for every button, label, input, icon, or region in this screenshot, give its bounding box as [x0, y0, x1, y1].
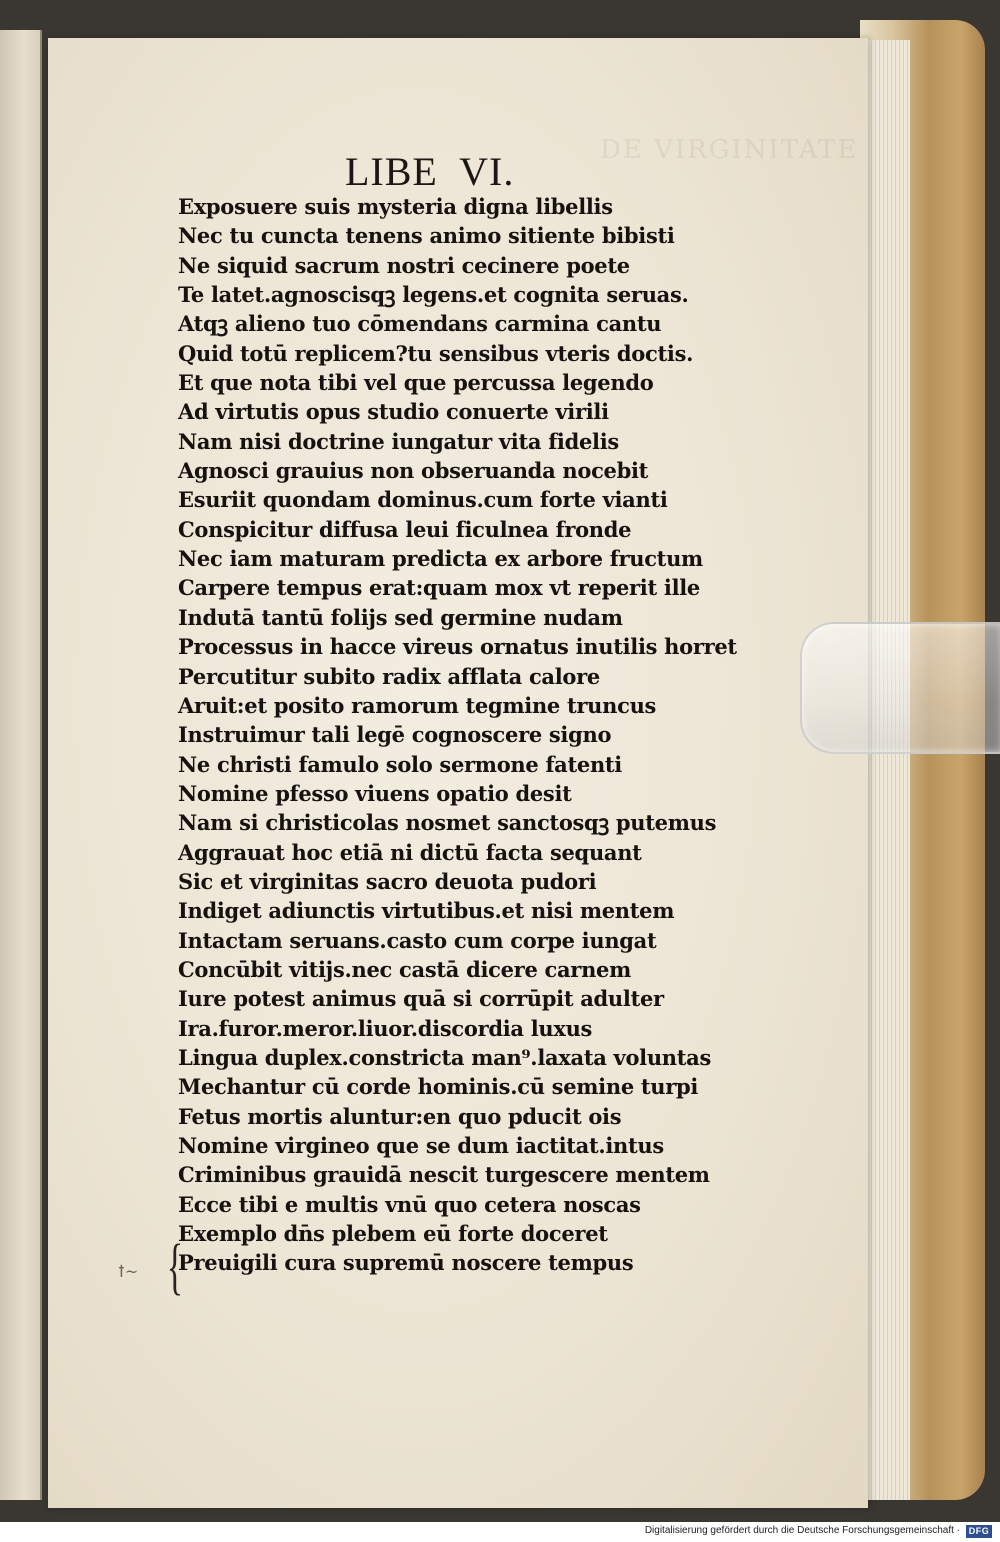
verse-line: Te latet.agnoscisqꝫ legens.et cognita seruas. [178, 282, 689, 308]
verse-line: Exemplo dn̄s plebem eū forte doceret [178, 1221, 608, 1247]
margin-handwritten-note: ꝉ~ [118, 1262, 139, 1281]
verse-line: Instruimur tali legē cognoscere signo [178, 722, 612, 748]
verse-line: Lingua duplex.constricta man⁹.laxata voluntas [178, 1044, 712, 1070]
verse-line: Ad virtutis opus studio conuerte virili [178, 399, 609, 425]
verse-line: Indiget adiunctis virtutibus.et nisi mentem [178, 898, 675, 924]
verse-line: Ne christi famulo solo sermone fatenti [178, 751, 622, 777]
footer-credit: Digitalisierung gefördert durch die Deutsche Forschungsgemeinschaft · [644, 1525, 960, 1536]
verse-line: Mechantur cū corde hominis.cū semine turpi [178, 1074, 699, 1100]
verse-line: Esuriit quondam dominus.cum forte vianti [178, 487, 668, 513]
verse-line: Ira.furor.meror.liuor.discordia luxus [178, 1015, 593, 1041]
verse-line: Conspicitur diffusa leui ficulnea fronde [178, 516, 632, 542]
verse-line: Quid totū replicem?tu sensibus vteris doctis. [178, 340, 694, 366]
verse-line: Indutā tantū folijs sed germine nudam [178, 604, 623, 630]
page-heading: LIBE VI. [345, 149, 515, 194]
verse-line: Nomine pfesso viuens opatio desit [178, 780, 572, 806]
verse-line: Percutitur subito radix afflata calore [178, 663, 600, 689]
margin-brace: { [166, 1233, 184, 1301]
verse-line: Ne siquid sacrum nostri cecinere poete [178, 252, 630, 278]
verse-line: Ecce tibi e multis vnū quo cetera noscas [178, 1191, 641, 1217]
show-through-text: DE VIRGINITATE [600, 135, 859, 165]
clear-plastic-tab [800, 622, 1000, 754]
verse-line: Intactam seruans.casto cum corpe iungat [178, 927, 657, 953]
verse-line: Processus in hacce vireus ornatus inutilis horret [178, 634, 737, 660]
verse-line: Nam nisi doctrine iungatur vita fidelis [178, 428, 619, 454]
verse-line: Concūbit vitijs.nec castā dicere carnem [178, 956, 632, 982]
verse-line: Carpere tempus erat:quam mox vt reperit ille [178, 575, 700, 601]
verse-line: Nomine virgineo que se dum iactitat.intus [178, 1133, 664, 1158]
verse-line: Nec iam maturam predicta ex arbore fructum [178, 546, 703, 572]
verse-line: Nam si christicolas nosmet sanctosqꝫ putemus [178, 810, 717, 836]
verse-line: Exposuere suis mysteria digna libellis [178, 194, 613, 219]
dfg-logo-icon: DFG [966, 1525, 992, 1538]
verse-line: Preuigili cura supremū noscere tempus [178, 1250, 634, 1276]
left-page-edge [0, 30, 42, 1500]
verse-line: Iure potest animus quā si corrūpit adulter [178, 986, 664, 1012]
verse-line: Et que nota tibi vel que percussa legendo [178, 370, 654, 396]
verse-line: Aggrauat hoc etiā ni dictū facta sequant [178, 839, 642, 865]
verse-line: Atqꝫ alieno tuo cōmendans carmina cantu [178, 311, 662, 337]
verse-line: Aruit:et posito ramorum tegmine truncus [178, 692, 657, 718]
verse-line: Nec tu cuncta tenens animo sitiente bibisti [178, 223, 675, 249]
verse-line: Sic et virginitas sacro deuota pudori [178, 868, 597, 894]
verse-line: Fetus mortis aluntur:en quo pducit ois [178, 1103, 622, 1129]
verse-line: Agnosci grauius non obseruanda nocebit [178, 458, 649, 484]
verse-line: Criminibus grauidā nescit turgescere mentem [178, 1162, 710, 1188]
verse-list [178, 192, 737, 1278]
